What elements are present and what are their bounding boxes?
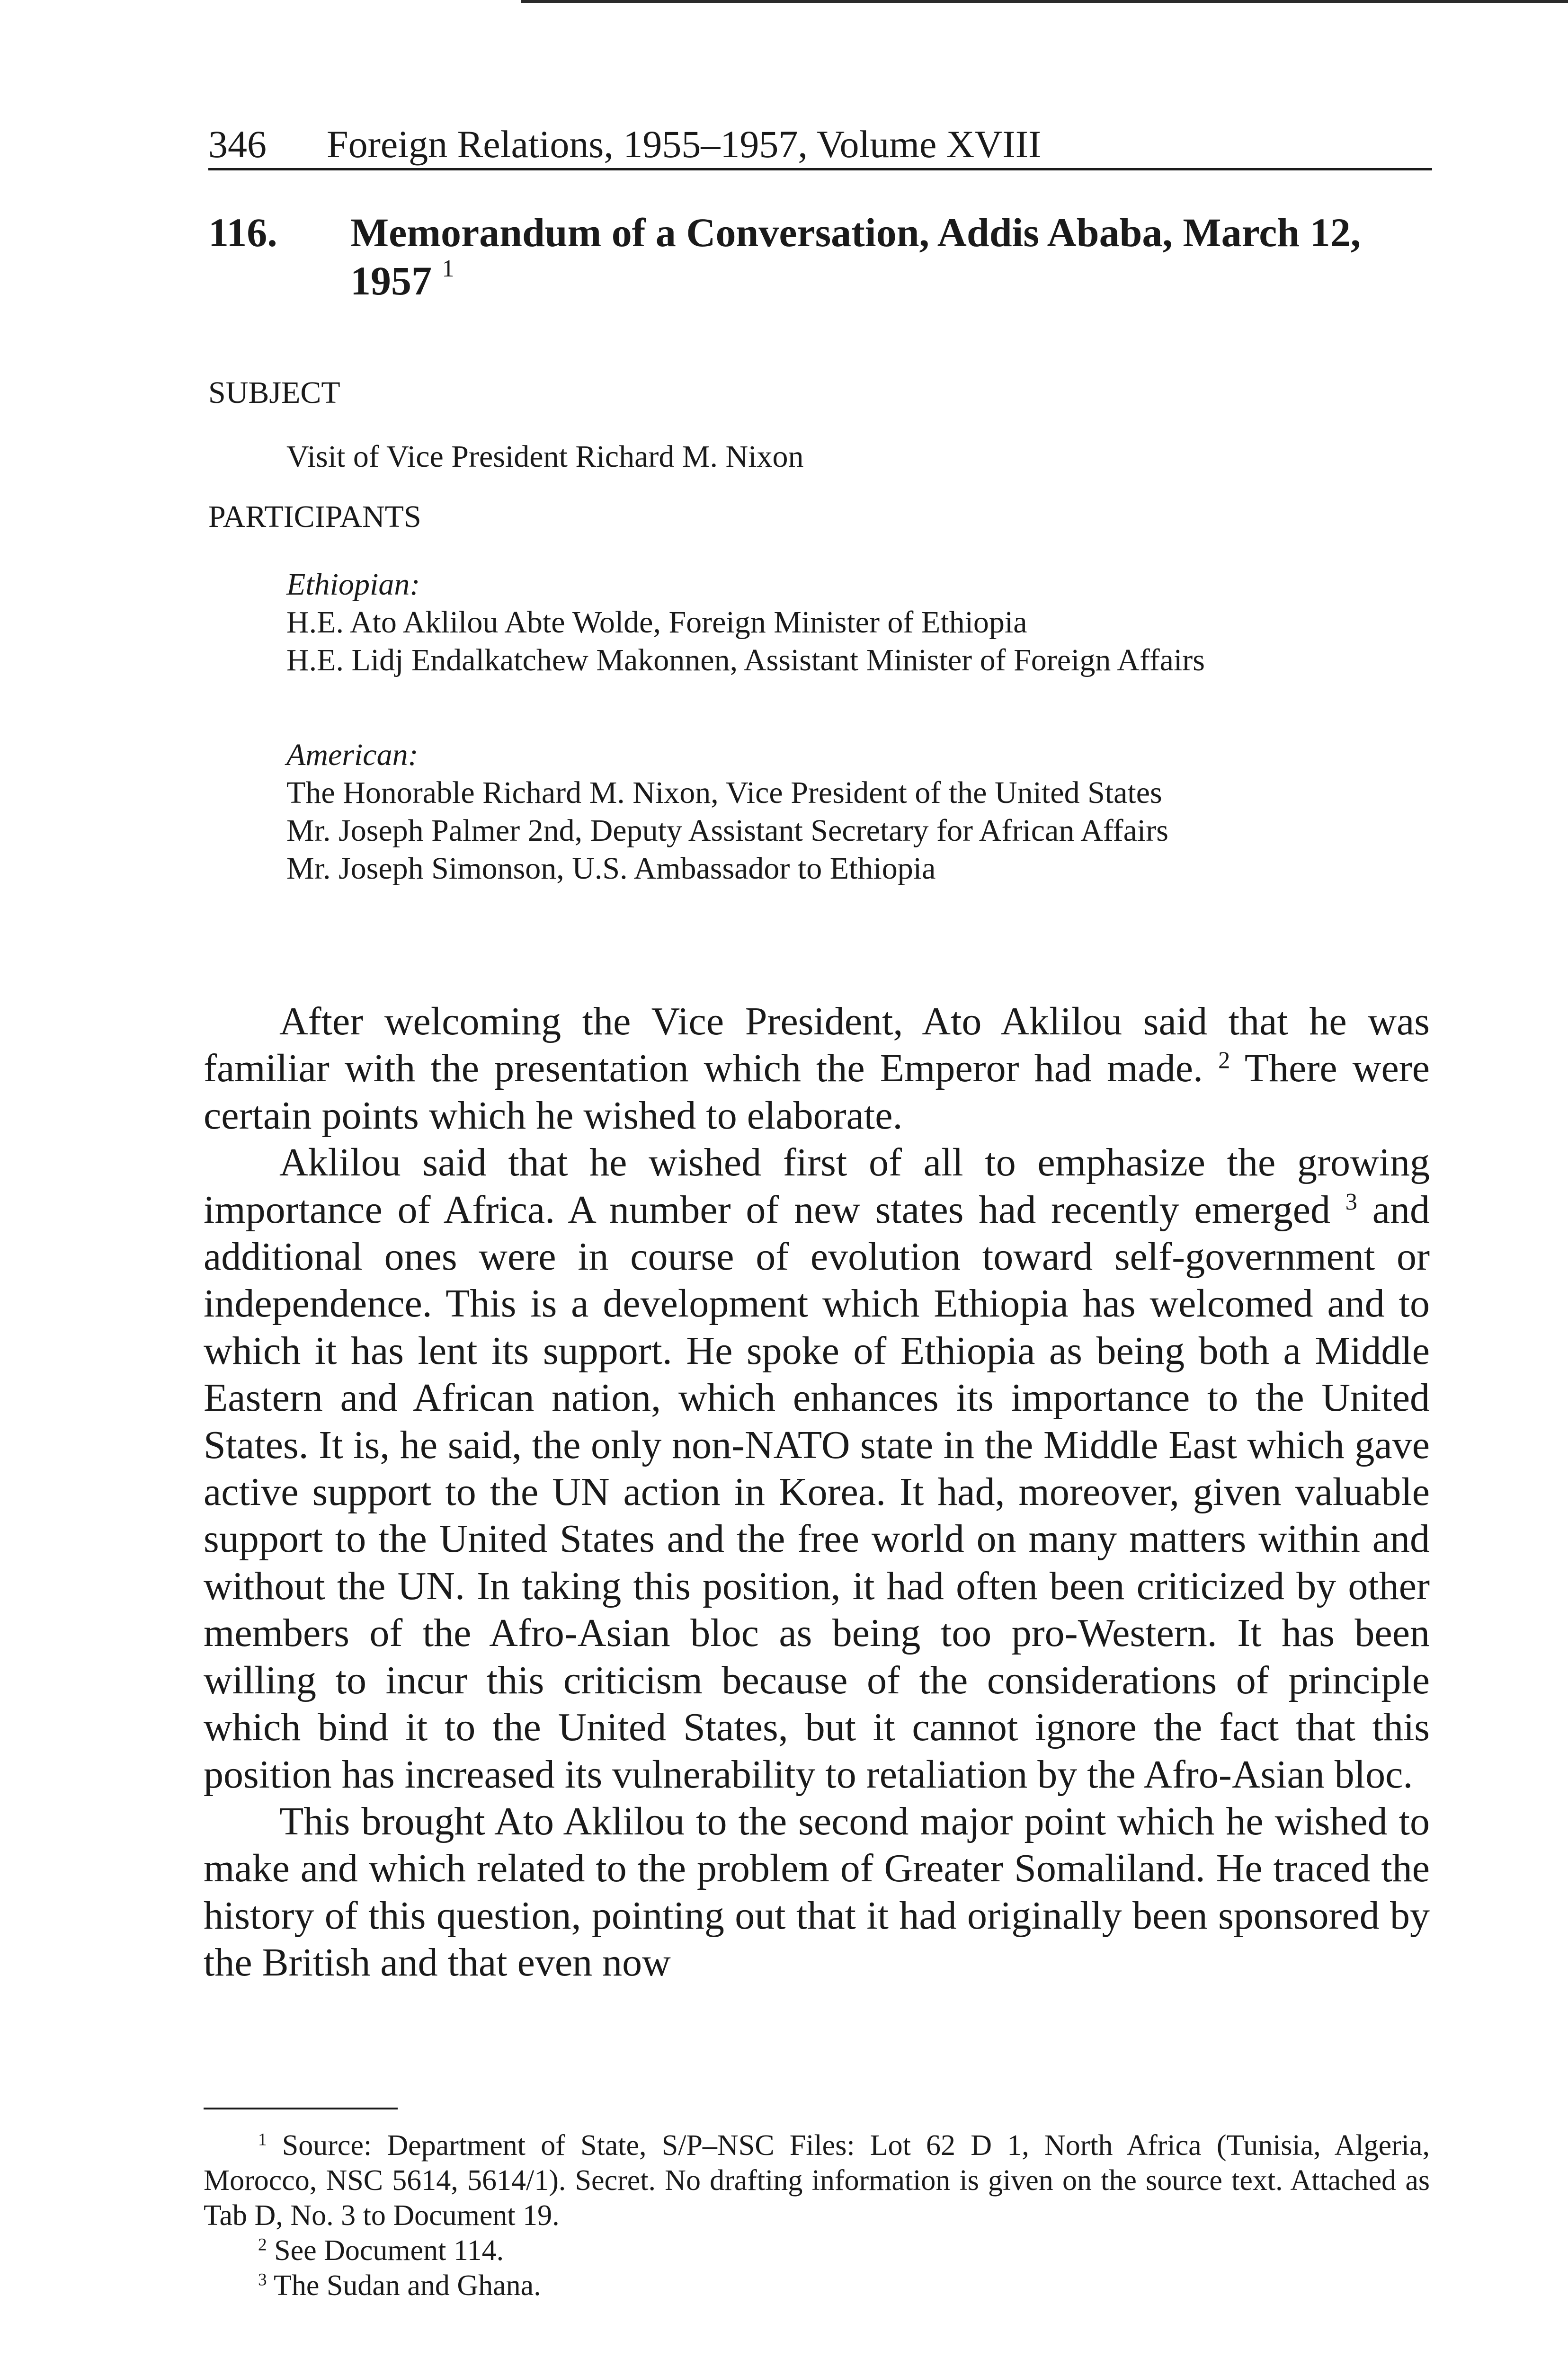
footnote-marker: 1 <box>258 2130 267 2150</box>
participant-entry: H.E. Lidj Endalkatchew Makonnen, Assistant Minister of Foreign Affairs <box>286 643 1205 677</box>
participant-entry: H.E. Ato Aklilou Abte Wolde, Foreign Minister of Ethiopia <box>286 605 1027 640</box>
subject-text: Visit of Vice President Richard M. Nixon <box>286 439 804 474</box>
footnote-rule <box>204 2108 398 2109</box>
participants-label: PARTICIPANTS <box>208 499 421 534</box>
footnote-ref-2: 2 <box>1218 1047 1230 1074</box>
footnote-marker: 3 <box>258 2270 267 2290</box>
paragraph-text: After welcoming the Vice President, Ato Aklilou said that he was familiar with the presentation which the Emperor had made. <box>204 999 1430 1091</box>
participant-entry: Mr. Joseph Simonson, U.S. Ambassador to Ethiopia <box>286 851 936 886</box>
participants-american <box>286 736 1281 888</box>
participant-entry: Mr. Joseph Palmer 2nd, Deputy Assistant Secretary for African Affairs <box>286 813 1168 848</box>
footnote-ref-1: 1 <box>442 255 454 282</box>
document-number: 116. <box>208 210 277 255</box>
paragraph <box>204 998 1430 1139</box>
footnote-text: Source: Department of State, S/P–NSC Files: Lot 62 D 1, North Africa (Tunisia, Algeria, Morocco, NSC 5614, 5614/1). Secret. No drafting information is given on the source text. Attached as Tab D, No. 3 to Document 19. <box>204 2129 1430 2232</box>
footnote-marker: 2 <box>258 2235 267 2255</box>
participant-entry: The Honorable Richard M. Nixon, Vice President of the United States <box>286 775 1162 810</box>
paragraph-text: and additional ones were in course of evolution toward self-government or independence. This is a development which Ethiopia has welcomed and to which it has lent its support. He spoke of Ethiopia as being both a Middle Eastern and African nation, which enhances its importance to the United States. It is, he said, the only non-NATO state in the Middle East which gave active support to the UN action in Korea. It had, moreover, given valuable support to the United States and the free world on many matters within and without the UN. In taking this position, it had often been criticized by other members of the Afro-Asian bloc as being too pro-Western. It has been willing to incur this criticism because of the considerations of principle which bind it to the United States, but it cannot ignore the fact that this position has increased its vulnerability to retaliation by the Afro-Asian bloc. <box>204 1187 1430 1797</box>
footnote-text: See Document 114. <box>267 2234 504 2267</box>
memorandum-body <box>204 998 1430 1986</box>
footnotes <box>204 2128 1430 2303</box>
footnote-text: The Sudan and Ghana. <box>267 2269 541 2302</box>
footnote-ref-3: 3 <box>1345 1188 1357 1215</box>
document-title-text: Memorandum of a Conversation, Addis Ababa, March 12, 1957 <box>350 210 1361 303</box>
subject-label: SUBJECT <box>208 375 340 410</box>
document-title <box>350 208 1439 305</box>
footnote <box>204 2128 1430 2233</box>
footnote <box>204 2268 1430 2303</box>
paragraph-text: Aklilou said that he wished first of all to emphasize the growing importance of Africa. A number of new states had recently emerged <box>204 1140 1430 1232</box>
page-number: 346 <box>208 123 267 166</box>
footnote <box>204 2233 1430 2268</box>
paragraph: This brought Ato Aklilou to the second major point which he wished to make and which related to the problem of Greater Somaliland. He traced the history of this question, pointing out that it had originally been sponsored by the British and that even now <box>204 1799 1430 1985</box>
paragraph-text: There were certain points which he wished to elaborate. <box>204 1046 1430 1138</box>
american-label: American: <box>286 738 419 772</box>
running-head <box>208 121 1432 170</box>
paragraph <box>204 1139 1430 1798</box>
participants-ethiopian <box>286 566 1281 679</box>
ethiopian-label: Ethiopian: <box>286 567 420 602</box>
volume-title: Foreign Relations, 1955–1957, Volume XVIII <box>327 123 1042 166</box>
